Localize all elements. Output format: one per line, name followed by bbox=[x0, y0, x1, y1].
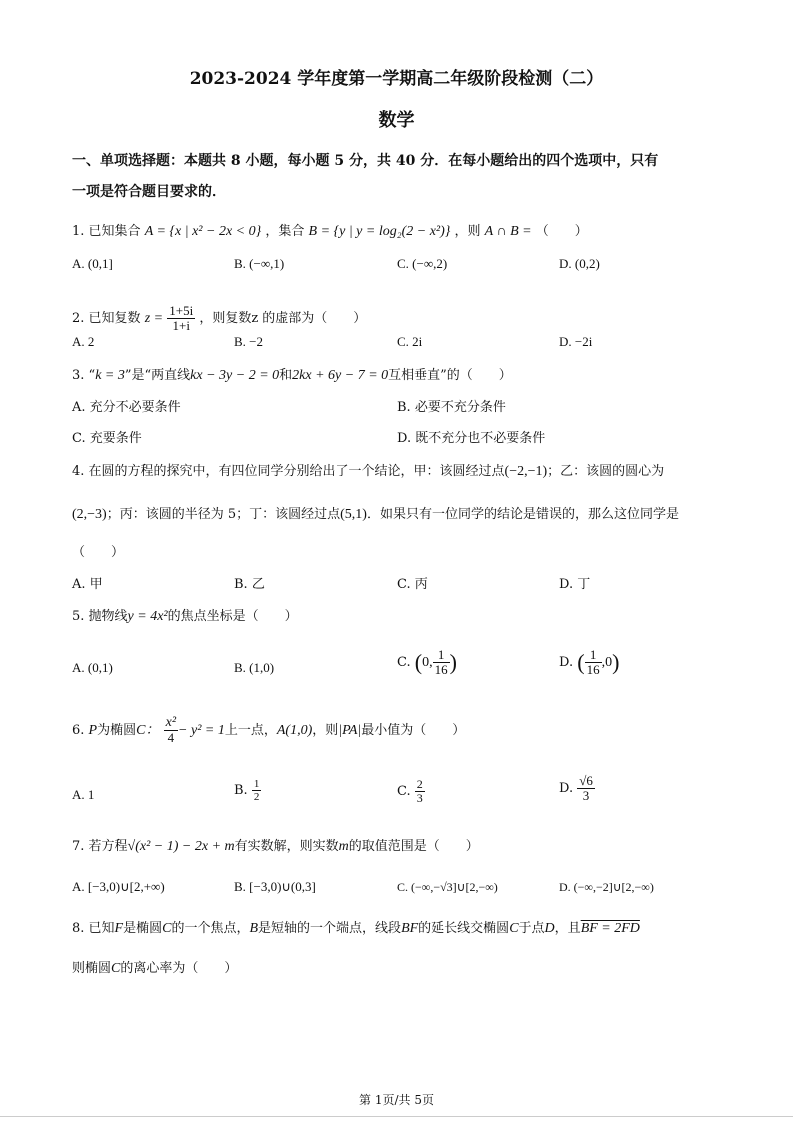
q8-t5: 于点 bbox=[518, 921, 545, 936]
q6-frac-num: x² bbox=[165, 715, 177, 730]
q3-option-b: B. 必要不充分条件 bbox=[397, 400, 506, 415]
q4-point2: (2,−3) bbox=[72, 507, 107, 522]
q4-option-c: C. 丙 bbox=[397, 577, 428, 592]
q3-line2: 2kx + 6y − 7 = 0 bbox=[292, 368, 389, 383]
q4-line2b: ．如果只有一位同学的结论是错误的，那么这位同学是 bbox=[366, 507, 679, 522]
q6-option-c-fraction bbox=[415, 778, 425, 805]
question-6 bbox=[72, 716, 465, 745]
q4-line1a: 4. 在圆的方程的探究中，有四位同学分别给出了一个结论，甲：该圆经过点 bbox=[72, 464, 505, 479]
q4-line1b: ；乙：该圆的圆心为 bbox=[547, 464, 665, 479]
q6-rest: − y² = 1 bbox=[178, 723, 225, 738]
q6-option-b bbox=[234, 778, 261, 803]
q8-C1: C bbox=[162, 921, 172, 936]
q8-vector-eq: BF = 2FD bbox=[580, 921, 640, 936]
q2-option-a: A. 2 bbox=[72, 334, 95, 349]
q1-expr: A ∩ B = bbox=[484, 224, 532, 239]
question-8-line1 bbox=[72, 921, 640, 937]
section-heading-line1: 一、单项选择题：本题共 8 小题，每小题 5 分，共 40 分．在每小题给出的四个选项中，只有 bbox=[72, 153, 659, 169]
q4-option-b: B. 乙 bbox=[234, 577, 265, 592]
q6-option-c bbox=[397, 778, 425, 805]
q6-option-a: A. 1 bbox=[72, 787, 95, 802]
q6-option-d-label: D. bbox=[559, 781, 574, 796]
q5-c-num: 1 bbox=[433, 648, 450, 663]
q6-option-b-fraction bbox=[252, 778, 262, 803]
q2-fraction bbox=[167, 304, 195, 333]
q6-PA: |PA| bbox=[338, 723, 362, 738]
q3-option-a: A. 充分不必要条件 bbox=[72, 400, 181, 415]
q5-option-d-fraction bbox=[585, 648, 602, 677]
q1-post: ，则 bbox=[454, 224, 481, 239]
q7-eq: √(x² − 1) − 2x + m bbox=[127, 839, 235, 854]
question-4-line3: （ ） bbox=[72, 545, 125, 560]
q5-option-d-label: D. bbox=[559, 655, 574, 670]
q6-t1: 为椭圆 bbox=[97, 723, 137, 738]
q7-option-d: D. (−∞,−2]∪[2,−∞) bbox=[559, 880, 654, 894]
q2-denominator: 1+i bbox=[172, 318, 190, 333]
q8-B: B bbox=[249, 921, 259, 936]
q5-option-d: D. ( $\frac{1}{16}$ ,0) bbox=[559, 647, 620, 677]
q8-line2b: 的离心率为（ ） bbox=[120, 961, 238, 976]
q7-post: 的取值范围是（ ） bbox=[348, 839, 479, 854]
question-1 bbox=[72, 224, 588, 240]
q7-mid: 有实数解，则实数 bbox=[234, 839, 339, 854]
page-footer: 第 1页/共 5页 bbox=[359, 1093, 434, 1107]
q5-eq: y = 4x² bbox=[127, 609, 168, 624]
q6-pre: 6. bbox=[72, 723, 85, 738]
question-5 bbox=[72, 609, 298, 625]
q3-text3: 和 bbox=[279, 368, 293, 383]
question-4-line1 bbox=[72, 464, 664, 480]
q4-point3: (5,1) bbox=[340, 507, 367, 522]
q6-d-num: √6 bbox=[579, 773, 593, 788]
q6-b-den: 2 bbox=[253, 791, 260, 803]
q6-c-num: 2 bbox=[416, 777, 423, 791]
subject-title: 数学 bbox=[378, 110, 415, 131]
q6-option-d bbox=[559, 774, 595, 803]
q5-option-b: B. (1,0) bbox=[234, 660, 275, 675]
q2-option-d: D. −2i bbox=[559, 334, 593, 349]
question-2 bbox=[72, 304, 366, 333]
q2-z: z = bbox=[144, 311, 164, 326]
q3-text1: 3. “ bbox=[72, 368, 96, 383]
q8-pre: 8. 已知 bbox=[72, 921, 115, 936]
q5-option-a: A. (0,1) bbox=[72, 660, 113, 675]
q1-paren: （ ） bbox=[535, 224, 588, 239]
q4-option-d: D. 丁 bbox=[559, 577, 591, 592]
q3-option-c: C. 充要条件 bbox=[72, 431, 142, 446]
section-heading-line2: 一项是符合题目要求的． bbox=[72, 184, 226, 200]
question-7 bbox=[72, 839, 479, 855]
q4-point1: (−2,−1) bbox=[504, 464, 548, 479]
question-8-line2 bbox=[72, 961, 237, 977]
question-4-line2 bbox=[72, 507, 679, 523]
q6-c-den: 3 bbox=[416, 791, 423, 805]
q3-text2: ”是“两直线 bbox=[124, 368, 191, 383]
q3-option-d: D. 既不充分也不必要条件 bbox=[397, 431, 546, 446]
bottom-divider bbox=[0, 1116, 793, 1117]
q2-pre: 2. 已知复数 bbox=[72, 311, 141, 326]
q6-C: C： bbox=[136, 723, 160, 738]
q5-d-num: 1 bbox=[585, 648, 602, 663]
q5-c-den: 16 bbox=[434, 662, 448, 677]
q6-fraction bbox=[164, 716, 178, 745]
q6-P: P bbox=[88, 723, 98, 738]
q8-t2: 的一个焦点， bbox=[171, 921, 250, 936]
q1-mid: ，集合 bbox=[265, 224, 305, 239]
q8-C2: C bbox=[509, 921, 519, 936]
q2-option-c: C. 2i bbox=[397, 334, 423, 349]
q7-option-c: C. (−∞,−√3]∪[2,−∞) bbox=[397, 880, 498, 894]
q7-m: m bbox=[338, 839, 349, 854]
q7-option-b: B. [−3,0)∪(0,3] bbox=[234, 879, 316, 894]
exam-title: 2023-2024 学年度第一学期高二年级阶段检测（二） bbox=[189, 69, 604, 89]
q6-t2: 上一点， bbox=[224, 723, 277, 738]
q5-option-c-label: C. bbox=[397, 655, 411, 670]
q8-F: F bbox=[114, 921, 124, 936]
q8-C3: C bbox=[111, 961, 121, 976]
q8-t6: ，且 bbox=[554, 921, 581, 936]
q3-k: k = 3 bbox=[95, 368, 125, 383]
question-3 bbox=[72, 368, 512, 384]
q7-option-a: A. [−3,0)∪[2,+∞) bbox=[72, 879, 165, 894]
q5-post: 的焦点坐标是（ ） bbox=[167, 609, 298, 624]
q2-numerator: 1+5i bbox=[169, 303, 194, 318]
q5-option-c: C. (0, $\frac{1}{16}$ ) bbox=[397, 647, 457, 677]
q1-option-a: A. (0,1] bbox=[72, 256, 113, 271]
q6-t3: ，则 bbox=[312, 723, 339, 738]
q8-line2a: 则椭圆 bbox=[72, 961, 112, 976]
q6-t4: 最小值为（ ） bbox=[361, 723, 466, 738]
q4-option-a: A. 甲 bbox=[72, 577, 103, 592]
q2-option-b: B. −2 bbox=[234, 334, 264, 349]
q8-BF: BF bbox=[401, 921, 419, 936]
q8-D: D bbox=[544, 921, 555, 936]
q6-option-b-label: B. bbox=[234, 783, 248, 798]
q1-set-b: B = {y | y = log₂(2 − x²)} bbox=[308, 224, 451, 239]
q6-option-d-fraction bbox=[577, 774, 595, 803]
q8-t4: 的延长线交椭圆 bbox=[418, 921, 510, 936]
q3-text4: 互相垂直”的（ ） bbox=[388, 368, 512, 383]
q3-line1: kx − 3y − 2 = 0 bbox=[190, 368, 280, 383]
q8-t1: 是椭圆 bbox=[123, 921, 163, 936]
q7-pre: 7. 若方程 bbox=[72, 839, 128, 854]
q6-frac-den: 4 bbox=[167, 730, 175, 745]
q6-option-c-label: C. bbox=[397, 784, 411, 799]
q1-option-b: B. (−∞,1) bbox=[234, 256, 285, 271]
q8-t3: 是短轴的一个端点，线段 bbox=[258, 921, 402, 936]
q6-A: A(1,0) bbox=[276, 723, 313, 738]
q6-b-num: 1 bbox=[253, 778, 260, 790]
q5-option-c-fraction bbox=[433, 648, 450, 677]
q6-d-den: 3 bbox=[582, 788, 590, 803]
q1-option-c: C. (−∞,2) bbox=[397, 256, 448, 271]
q2-post: ，则复数z 的虚部为（ ） bbox=[199, 311, 367, 326]
q5-d-den: 16 bbox=[586, 662, 600, 677]
q1-option-d: D. (0,2) bbox=[559, 256, 600, 271]
q5-pre: 5. 抛物线 bbox=[72, 609, 128, 624]
q4-line2a: ；丙：该圆的半径为 5；丁：该圆经过点 bbox=[106, 507, 341, 522]
q1-set-a: A = {x | x² − 2x < 0} bbox=[144, 224, 262, 239]
q1-pre: 1. 已知集合 bbox=[72, 224, 141, 239]
